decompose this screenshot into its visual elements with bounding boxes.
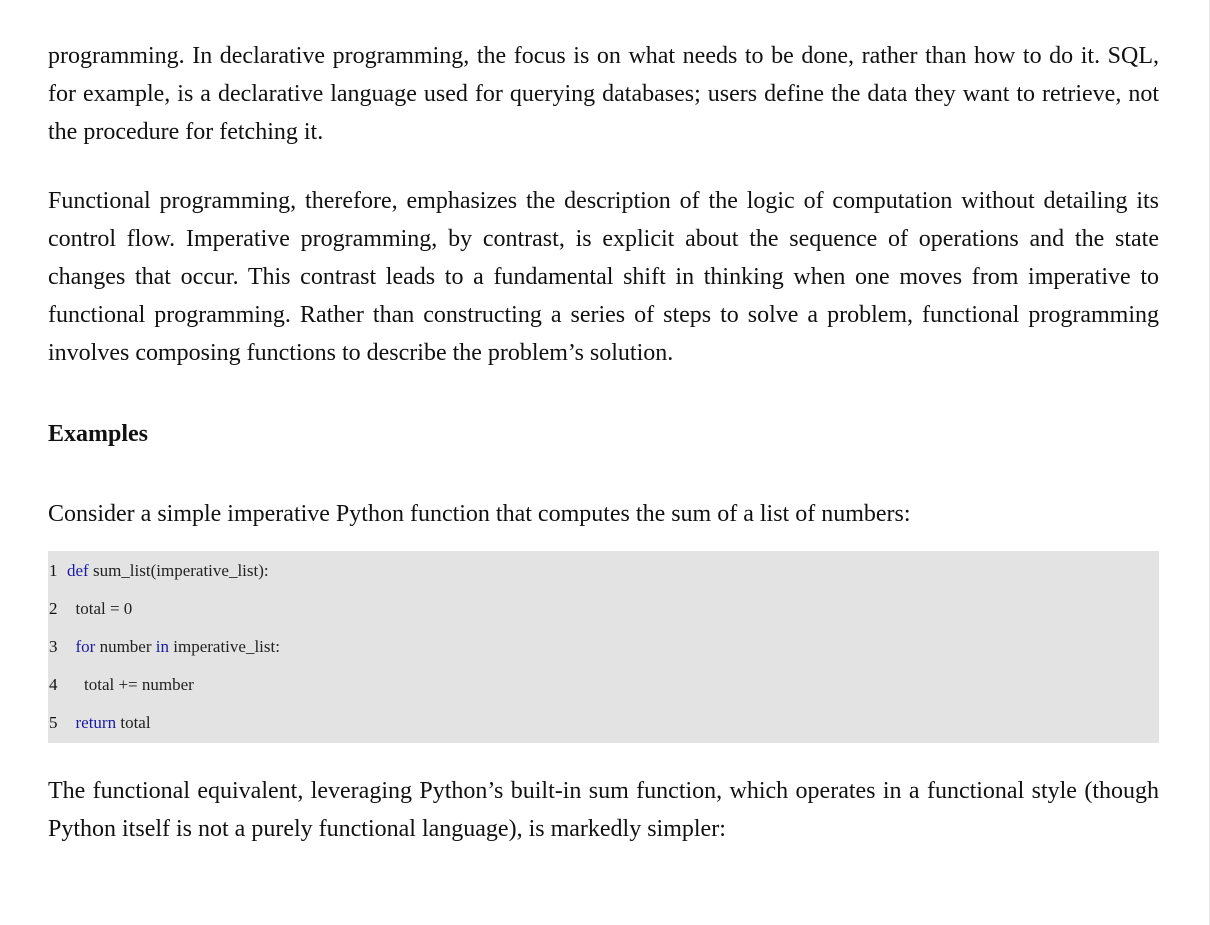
line-number: 5 (49, 713, 58, 732)
line-number: 4 (49, 675, 58, 694)
code-keyword: in (155, 637, 169, 656)
code-text: def sum_list(imperative_list): (67, 561, 269, 580)
line-number: 2 (49, 599, 58, 618)
code-text: for number in imperative_list: (75, 637, 280, 656)
section-heading-examples: Examples (48, 421, 149, 447)
paragraph-functional: Functional programming, therefore, emphasizes the description of the logic of computation without detailing its control flow. Imperative programming, by contrast, is explicit about the sequence of operations and the state changes that occur. This contrast leads to a fundamental shift in thinking when one moves from imperative to functional programming. Rather than constructing a series of steps to solve a problem, functional programming involves composing functions to describe the problem’s solution. (48, 188, 1159, 366)
code-keyword: def (67, 561, 89, 580)
code-text: total += number (84, 675, 194, 694)
code-line (48, 590, 1159, 628)
paragraph-functional-equivalent: The functional equivalent, leveraging Python’s built-in sum function, which operates in a functional style (though Python itself is not a purely functional language), is markedly simpler: (48, 778, 1159, 842)
paragraph-intro: Consider a simple imperative Python function that computes the sum of a list of numbers: (48, 501, 911, 527)
code-block (48, 551, 1159, 743)
article-body (48, 37, 1159, 848)
code-line (48, 704, 1159, 742)
code-text: total = 0 (75, 599, 133, 618)
code-text: return total (75, 713, 151, 732)
code-keyword: return (75, 713, 117, 732)
paragraph-declarative: programming. In declarative programming, the focus is on what needs to be done, rather than how to do it. SQL, for example, is a declarative language used for querying databases; users define the data they want to retrieve, not the procedure for fetching it. (48, 43, 1159, 145)
line-number: 1 (49, 561, 58, 580)
code-line (48, 666, 1159, 704)
code-keyword: for (75, 637, 96, 656)
code-line (48, 552, 1159, 590)
line-number: 3 (49, 637, 58, 656)
code-line (48, 628, 1159, 666)
